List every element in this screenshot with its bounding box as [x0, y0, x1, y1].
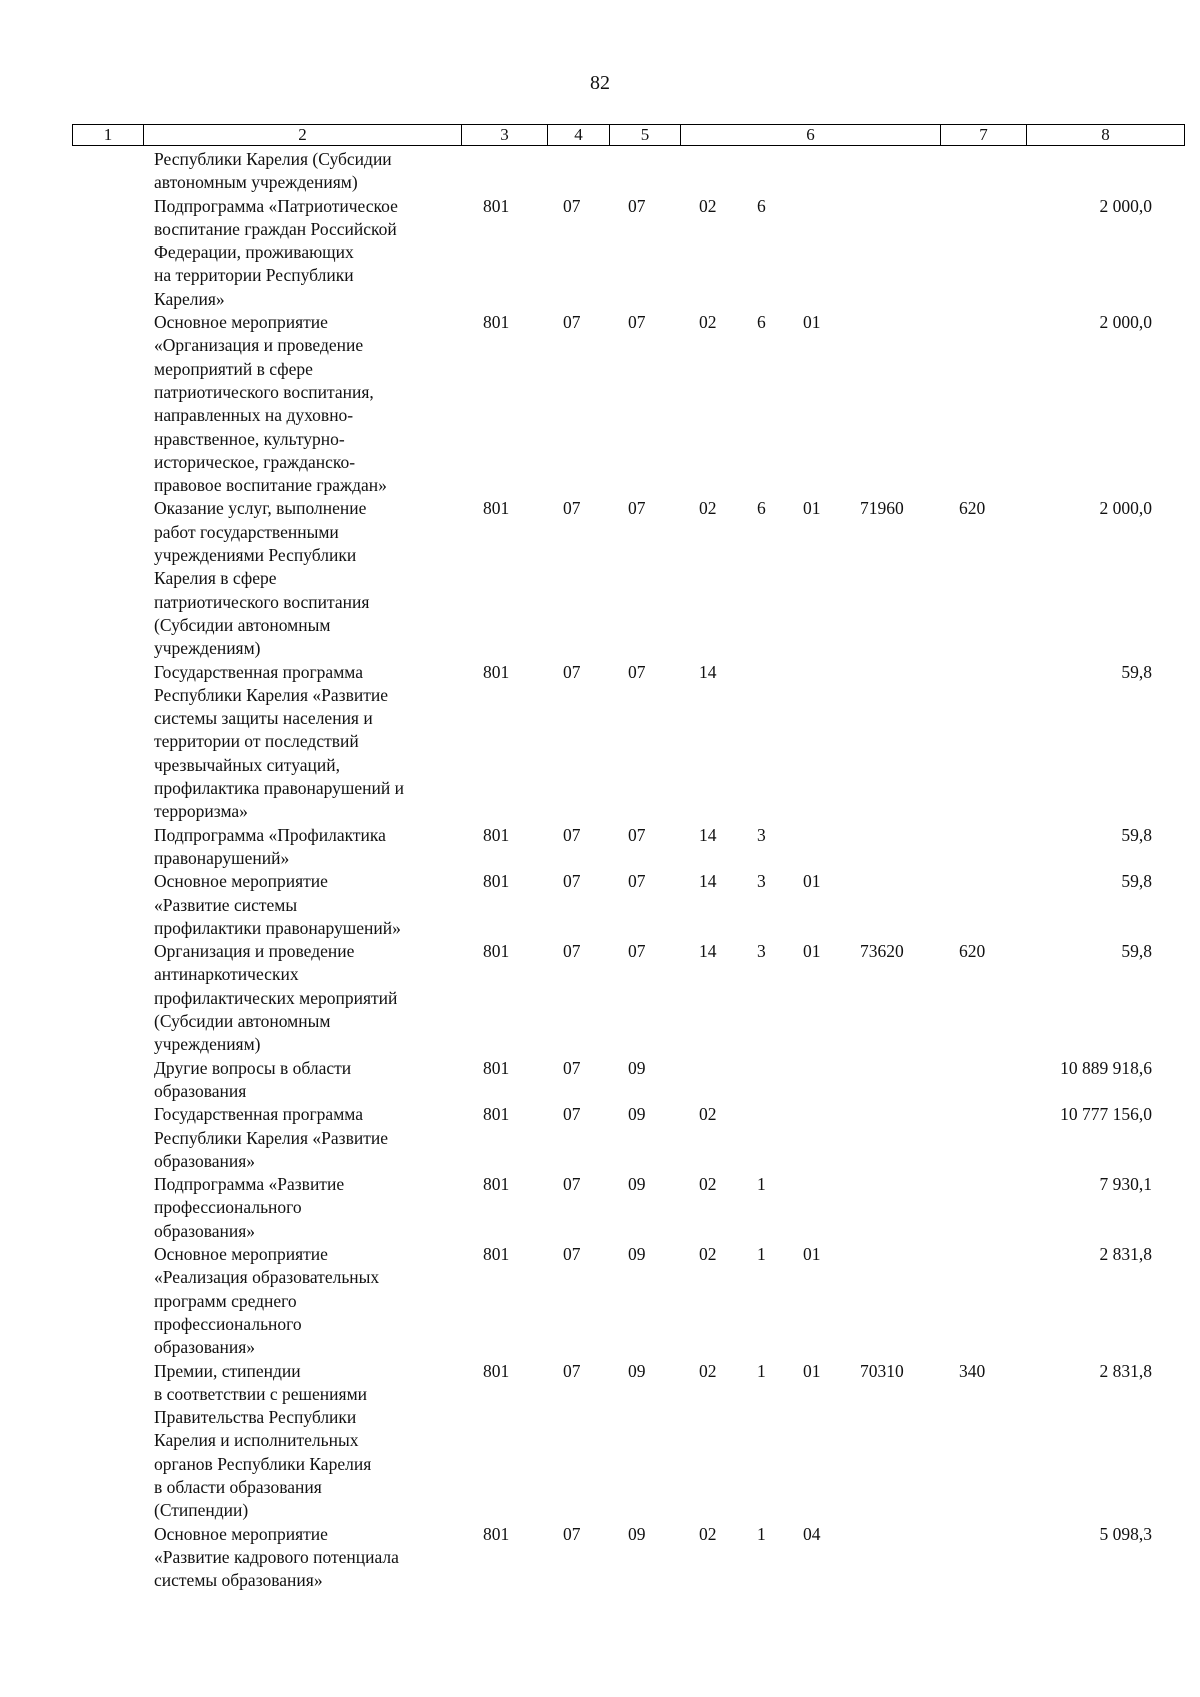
table-row — [72, 1103, 1180, 1173]
row-name: Государственная программа Республики Карелия «Развитие образования» — [154, 1104, 388, 1171]
header-col-6: 6 — [681, 125, 941, 146]
row-section-code: 07 — [563, 661, 581, 682]
row-program-code: 14 — [699, 871, 717, 892]
row-ministry-code: 801 — [483, 312, 510, 333]
row-program-code: 02 — [699, 195, 717, 216]
table-row — [72, 1057, 1180, 1104]
table-row — [72, 661, 1180, 824]
row-program-code: 02 — [699, 1523, 717, 1544]
row-name: Республики Карелия (Субсидии автономным учреждениям) — [154, 149, 392, 193]
row-amount: 2 831,8 — [1099, 1360, 1152, 1381]
row-program-code: 02 — [699, 312, 717, 333]
table-row — [72, 870, 1180, 940]
row-direction-code: 71960 — [860, 498, 904, 519]
row-event-code: 01 — [803, 498, 821, 519]
row-subsection-code: 07 — [628, 195, 646, 216]
row-ministry-code: 801 — [483, 661, 510, 682]
row-subsection-code: 09 — [628, 1057, 646, 1078]
row-event-code: 01 — [803, 1244, 821, 1265]
row-amount: 10 777 156,0 — [1060, 1104, 1152, 1125]
row-program-code: 02 — [699, 1360, 717, 1381]
row-amount: 7 930,1 — [1099, 1174, 1152, 1195]
row-program-code: 02 — [699, 1244, 717, 1265]
row-subsection-code: 07 — [628, 941, 646, 962]
table-row — [72, 1523, 1180, 1593]
row-amount: 5 098,3 — [1099, 1523, 1152, 1544]
row-amount: 2 000,0 — [1099, 312, 1152, 333]
row-direction-code: 70310 — [860, 1360, 904, 1381]
row-section-code: 07 — [563, 1104, 581, 1125]
table-row — [72, 311, 1180, 497]
row-subprogram-code: 3 — [757, 941, 766, 962]
row-program-code: 02 — [699, 1104, 717, 1125]
row-direction-code: 73620 — [860, 941, 904, 962]
header-row — [73, 125, 1185, 146]
row-name: Основное мероприятие «Организация и проведение мероприятий в сфере патриотического воспитания, направленных на духовно- нравственное, культурно- историческое, гражданско- правовое воспитание граждан» — [154, 312, 387, 496]
row-ministry-code: 801 — [483, 1174, 510, 1195]
row-ministry-code: 801 — [483, 941, 510, 962]
row-name: Оказание услуг, выполнение работ государственными учреждениями Республики Карелия в сфере патриотического воспитания (Субсидии автономным учреждениям) — [154, 498, 370, 659]
row-subsection-code: 07 — [628, 661, 646, 682]
row-subprogram-code: 1 — [757, 1523, 766, 1544]
table-row — [72, 1243, 1180, 1360]
row-amount: 59,8 — [1121, 871, 1152, 892]
row-subprogram-code: 3 — [757, 871, 766, 892]
row-ministry-code: 801 — [483, 1523, 510, 1544]
row-subprogram-code: 6 — [757, 312, 766, 333]
row-event-code: 01 — [803, 312, 821, 333]
row-subprogram-code: 6 — [757, 195, 766, 216]
row-program-code: 14 — [699, 661, 717, 682]
row-amount: 59,8 — [1121, 941, 1152, 962]
row-name: Организация и проведение антинаркотических профилактических мероприятий (Субсидии автономным учреждениям) — [154, 941, 398, 1055]
row-subsection-code: 07 — [628, 498, 646, 519]
page-number: 82 — [590, 72, 610, 94]
row-subsection-code: 09 — [628, 1523, 646, 1544]
row-amount: 2 000,0 — [1099, 195, 1152, 216]
row-amount: 59,8 — [1121, 824, 1152, 845]
row-event-code: 01 — [803, 871, 821, 892]
row-section-code: 07 — [563, 1360, 581, 1381]
table-row — [72, 824, 1180, 871]
row-ministry-code: 801 — [483, 871, 510, 892]
row-ministry-code: 801 — [483, 824, 510, 845]
row-amount: 59,8 — [1121, 661, 1152, 682]
table-row — [72, 940, 1180, 1057]
row-section-code: 07 — [563, 871, 581, 892]
row-event-code: 01 — [803, 941, 821, 962]
row-program-code: 14 — [699, 941, 717, 962]
row-subprogram-code: 1 — [757, 1244, 766, 1265]
row-name: Государственная программа Республики Карелия «Развитие системы защиты населения и территории от последствий чрезвычайных ситуаций, профилактика правонарушений и терроризма» — [154, 661, 404, 822]
row-ministry-code: 801 — [483, 1360, 510, 1381]
row-ministry-code: 801 — [483, 1104, 510, 1125]
row-section-code: 07 — [563, 1244, 581, 1265]
row-subprogram-code: 1 — [757, 1360, 766, 1381]
row-name: Подпрограмма «Профилактика правонарушений» — [154, 824, 386, 868]
row-amount: 2 000,0 — [1099, 498, 1152, 519]
row-subsection-code: 09 — [628, 1244, 646, 1265]
row-event-code: 01 — [803, 1360, 821, 1381]
table-row — [72, 1360, 1180, 1523]
row-amount: 10 889 918,6 — [1060, 1057, 1152, 1078]
column-number-header — [72, 124, 1185, 146]
row-subsection-code: 07 — [628, 824, 646, 845]
table-row — [72, 148, 1180, 195]
header-col-8: 8 — [1027, 125, 1185, 146]
row-subsection-code: 09 — [628, 1104, 646, 1125]
row-subsection-code: 09 — [628, 1360, 646, 1381]
row-amount: 2 831,8 — [1099, 1244, 1152, 1265]
row-expense-type-code: 340 — [959, 1360, 986, 1381]
row-name: Основное мероприятие «Реализация образовательных программ среднего профессионального образования» — [154, 1244, 380, 1358]
row-section-code: 07 — [563, 941, 581, 962]
table-row — [72, 497, 1180, 660]
row-section-code: 07 — [563, 824, 581, 845]
row-section-code: 07 — [563, 1174, 581, 1195]
header-col-4: 4 — [548, 125, 610, 146]
row-name: Подпрограмма «Развитие профессионального образования» — [154, 1174, 345, 1241]
row-subsection-code: 07 — [628, 871, 646, 892]
header-col-5: 5 — [610, 125, 681, 146]
row-expense-type-code: 620 — [959, 498, 986, 519]
table-row — [72, 1173, 1180, 1243]
row-ministry-code: 801 — [483, 1057, 510, 1078]
row-subprogram-code: 1 — [757, 1174, 766, 1195]
row-name: Другие вопросы в области образования — [154, 1057, 352, 1101]
row-section-code: 07 — [563, 195, 581, 216]
row-name: Подпрограмма «Патриотическое воспитание граждан Российской Федерации, проживающих на территории Республики Карелия» — [154, 195, 398, 309]
header-col-2: 2 — [144, 125, 462, 146]
budget-rows — [72, 148, 1180, 1593]
row-program-code: 14 — [699, 824, 717, 845]
row-ministry-code: 801 — [483, 195, 510, 216]
row-event-code: 04 — [803, 1523, 821, 1544]
row-subprogram-code: 6 — [757, 498, 766, 519]
row-ministry-code: 801 — [483, 1244, 510, 1265]
row-expense-type-code: 620 — [959, 941, 986, 962]
row-section-code: 07 — [563, 1523, 581, 1544]
row-name: Основное мероприятие «Развитие системы профилактики правонарушений» — [154, 871, 401, 938]
row-program-code: 02 — [699, 498, 717, 519]
row-ministry-code: 801 — [483, 498, 510, 519]
row-name: Премии, стипендии в соответствии с решениями Правительства Республики Карелия и исполнительных органов Республики Карелия в области образования (Стипендии) — [154, 1360, 372, 1521]
row-subsection-code: 09 — [628, 1174, 646, 1195]
row-name: Основное мероприятие «Развитие кадрового потенциала системы образования» — [154, 1523, 399, 1591]
header-col-1: 1 — [73, 125, 144, 146]
row-section-code: 07 — [563, 1057, 581, 1078]
row-section-code: 07 — [563, 312, 581, 333]
row-subsection-code: 07 — [628, 312, 646, 333]
row-program-code: 02 — [699, 1174, 717, 1195]
row-subprogram-code: 3 — [757, 824, 766, 845]
row-section-code: 07 — [563, 498, 581, 519]
header-col-7: 7 — [941, 125, 1027, 146]
header-col-3: 3 — [462, 125, 548, 146]
table-row — [72, 195, 1180, 312]
